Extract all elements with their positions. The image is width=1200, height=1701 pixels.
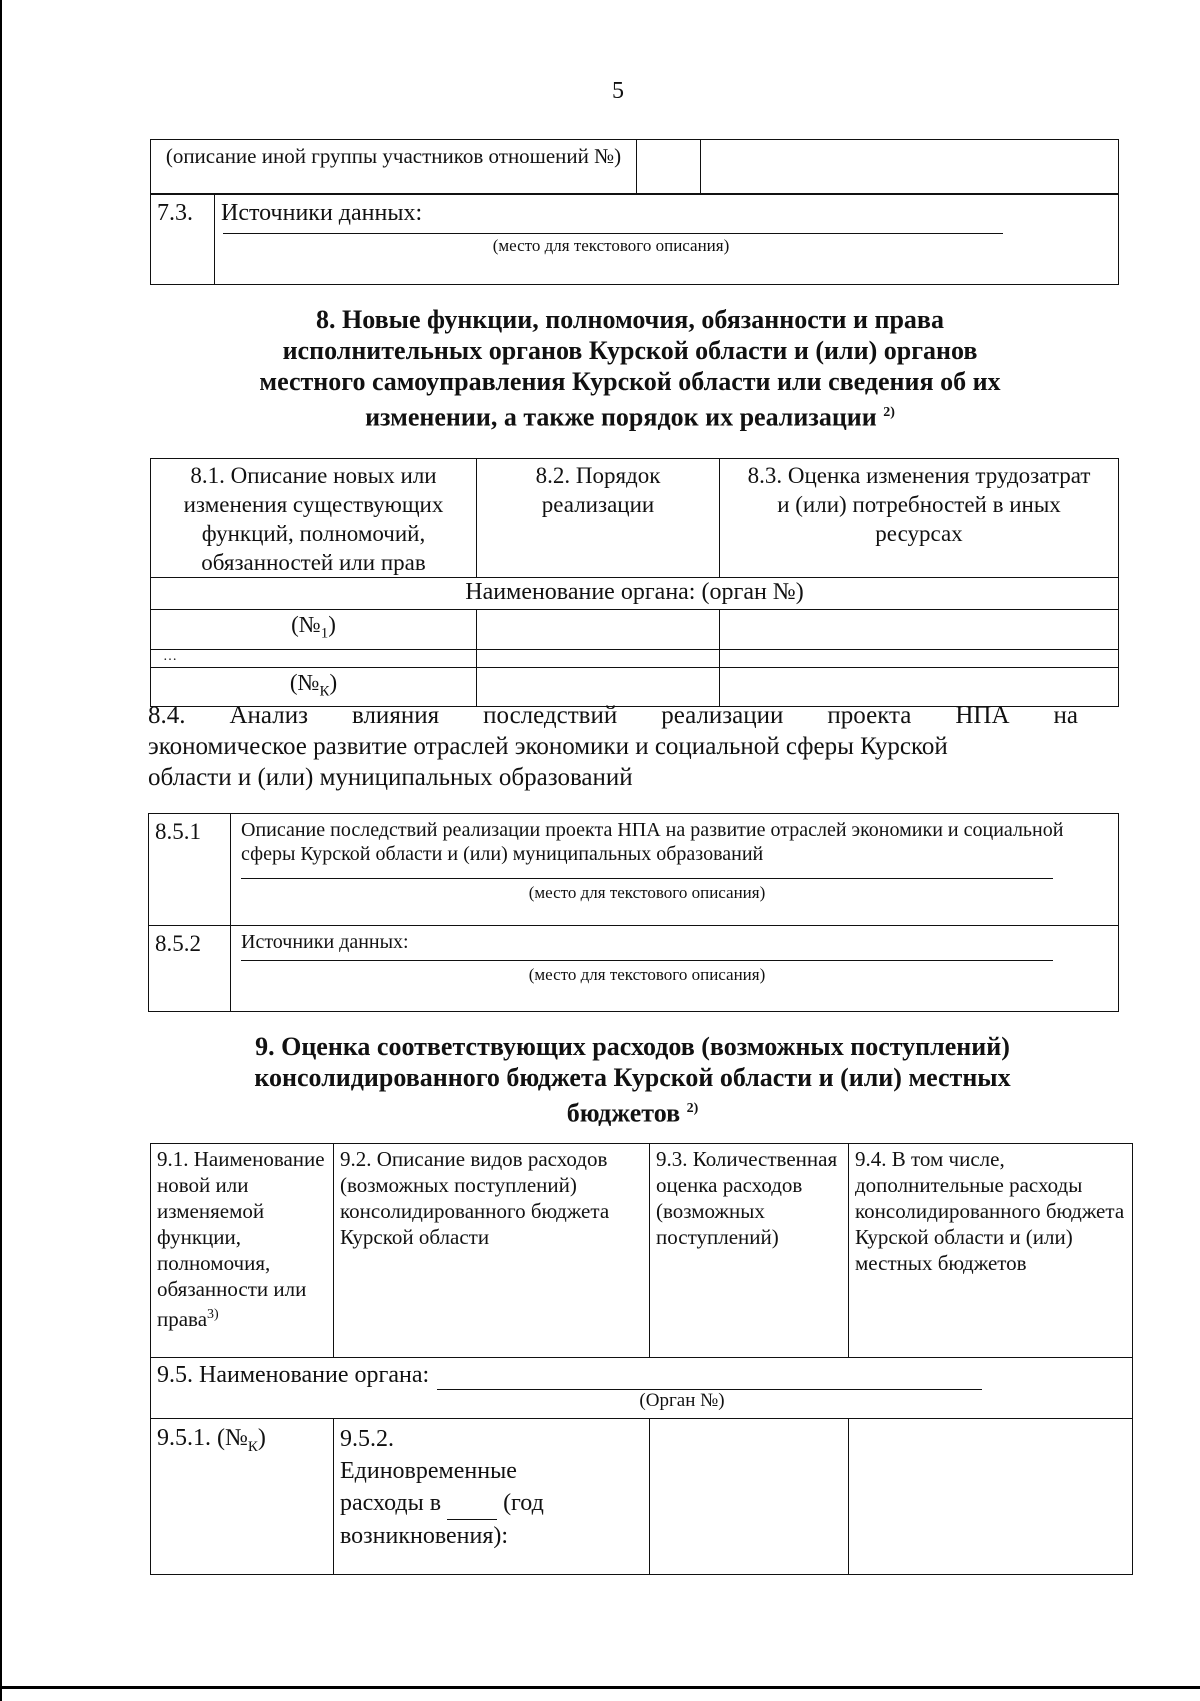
footnote-ref: 2): [686, 1101, 699, 1116]
consequences-cell: [231, 814, 1119, 926]
empty-cell: [720, 610, 1119, 650]
word: на: [1053, 702, 1079, 729]
table-7-continuation: [150, 139, 1119, 195]
heading-line: местного самоуправления Курской области или сведения об их: [259, 367, 1001, 396]
data-sources-label: Источники данных:: [241, 931, 409, 953]
row-label-end: ): [257, 1425, 266, 1451]
empty-cell: [477, 610, 720, 650]
organ-name-row: [151, 1358, 1133, 1419]
empty-cell: [650, 1419, 849, 1575]
column-header-text: 8.1. Описание новых или изменения существующих функций, полномочий, обязанностей или прав: [183, 463, 444, 575]
column-header-9-3: [650, 1144, 849, 1358]
scan-edge-bottom: [0, 1686, 1200, 1689]
organ-name-row: [151, 578, 1119, 610]
placeholder-caption: (место для текстового описания): [492, 236, 730, 255]
paragraph-line: экономическое развитие отраслей экономики и социальной сферы Курской: [148, 733, 948, 760]
column-header-8-1: [151, 459, 477, 578]
word: 8.4.: [148, 702, 186, 729]
column-header-text: 8.2. Порядок реализации: [535, 463, 661, 517]
text-line: [241, 866, 1053, 879]
paragraph-line: [148, 700, 1078, 731]
section-8-table: [150, 458, 1119, 707]
heading-line: бюджетов: [566, 1098, 681, 1128]
column-header-text: 9.2. Описание видов расходов (возможных поступлений) консолидированного бюджета Курской области: [340, 1147, 610, 1249]
placeholder-caption: (место для текстового описания): [528, 883, 766, 902]
empty-cell: [477, 649, 720, 667]
organ-name-label: 9.5. Наименование органа:: [157, 1362, 430, 1388]
row-desc-text: (год: [503, 1490, 544, 1516]
one-time-expenses-cell: [334, 1419, 650, 1575]
column-header-9-2: [334, 1144, 650, 1358]
column-header-8-2: [477, 459, 720, 578]
row-label-end: ): [328, 612, 336, 637]
paragraph-line: области и (или) муниципальных образований: [148, 764, 633, 791]
group-description-cell: [151, 140, 637, 195]
table-row-first: [151, 610, 477, 650]
scan-edge-left: [0, 0, 2, 1701]
section-9-table: [150, 1143, 1133, 1575]
text-line: [241, 954, 1053, 961]
paragraph-8-4: [148, 700, 1078, 793]
row-label: 9.5.1. (№: [157, 1425, 248, 1451]
data-sources-cell: [215, 194, 1119, 285]
row-label: (№: [291, 612, 321, 637]
heading-line: консолидированного бюджета Курской области и (или) местных: [254, 1063, 1011, 1092]
empty-cell: [720, 649, 1119, 667]
row-desc-year-line: [340, 1487, 643, 1520]
word: НПА: [955, 702, 1010, 729]
table-7-3: [150, 193, 1119, 285]
column-header-text: 8.3. Оценка изменения трудозатрат и (или) потребностей в иных ресурсах: [747, 463, 1091, 546]
empty-cell: [849, 1419, 1133, 1575]
organ-name-line: [157, 1360, 1126, 1390]
row-label: (№: [289, 669, 320, 695]
row-label-sub: 1: [320, 625, 329, 642]
heading-line-last: [140, 1093, 1125, 1129]
row-label-sub: К: [319, 683, 330, 700]
column-header-text: 9.4. В том числе, дополнительные расходы консолидированного бюджета Курской области и (или) местных бюджетов: [855, 1147, 1125, 1275]
table-row-ellipsis: [151, 649, 477, 667]
row-desc-text: расходы в: [340, 1490, 442, 1516]
column-header-text: 9.1. Наименование новой или изменяемой функции, полномочия, обязанности или права: [157, 1147, 325, 1331]
organ-name-text: Наименование органа: (орган №): [465, 579, 804, 605]
row-number-cell: [151, 194, 215, 285]
organ-name-blank: [437, 1367, 982, 1390]
row-number: 8.5.1: [155, 819, 201, 844]
empty-cell: [701, 140, 1119, 195]
consequences-text: Описание последствий реализации проекта НПА на развитие отраслей экономики и социальной сферы Курской области и (или) муниципальных образований: [241, 819, 1064, 865]
placeholder-caption: (место для текстового описания): [528, 965, 766, 984]
column-header-8-3: [720, 459, 1119, 578]
row-number-cell: [151, 1419, 334, 1575]
section-9-heading: [140, 1031, 1125, 1129]
row-desc-num: 9.5.2.: [340, 1426, 394, 1452]
year-blank: [447, 1487, 497, 1520]
heading-line: исполнительных органов Курской области и (или) органов: [282, 336, 978, 365]
data-sources-label: Источники данных:: [221, 200, 423, 226]
text-line: [223, 227, 1003, 234]
row-desc-line: возникновения):: [340, 1523, 509, 1549]
footnote-ref: 3): [207, 1307, 219, 1322]
footnote-ref: 2): [883, 405, 895, 420]
row-desc-line: Единовременные: [340, 1458, 517, 1484]
page-number: 5: [612, 78, 624, 104]
word: Анализ: [229, 702, 308, 729]
column-header-text: 9.3. Количественная оценка расходов (возможных поступлений): [656, 1147, 838, 1249]
row-number-cell: [149, 814, 231, 926]
organ-caption: (Орган №): [639, 1390, 725, 1411]
row-number-cell: [149, 926, 231, 1012]
column-header-9-4: [849, 1144, 1133, 1358]
word: проекта: [827, 702, 912, 729]
data-sources-cell: [231, 926, 1119, 1012]
heading-line: 8. Новые функции, полномочия, обязанности и права: [316, 305, 944, 334]
empty-cell: [637, 140, 701, 195]
column-header-9-1: [151, 1144, 334, 1358]
row-label-end: ): [329, 669, 338, 695]
row-number: 8.5.2: [155, 931, 201, 956]
word: влияния: [351, 702, 440, 729]
ellipsis: …: [163, 648, 177, 664]
heading-line: изменении, а также порядок их реализации: [365, 402, 877, 432]
group-description: (описание иной группы участников отношений №): [165, 144, 622, 168]
table-8-5: [148, 813, 1119, 1012]
word: реализации: [661, 702, 784, 729]
word: последствий: [483, 702, 618, 729]
section-8-heading: [140, 304, 1120, 433]
heading-line: 9. Оценка соответствующих расходов (возможных поступлений): [255, 1032, 1010, 1061]
row-number: 7.3.: [157, 200, 193, 226]
heading-line-last: [140, 397, 1120, 433]
row-label-sub: К: [247, 1438, 258, 1455]
